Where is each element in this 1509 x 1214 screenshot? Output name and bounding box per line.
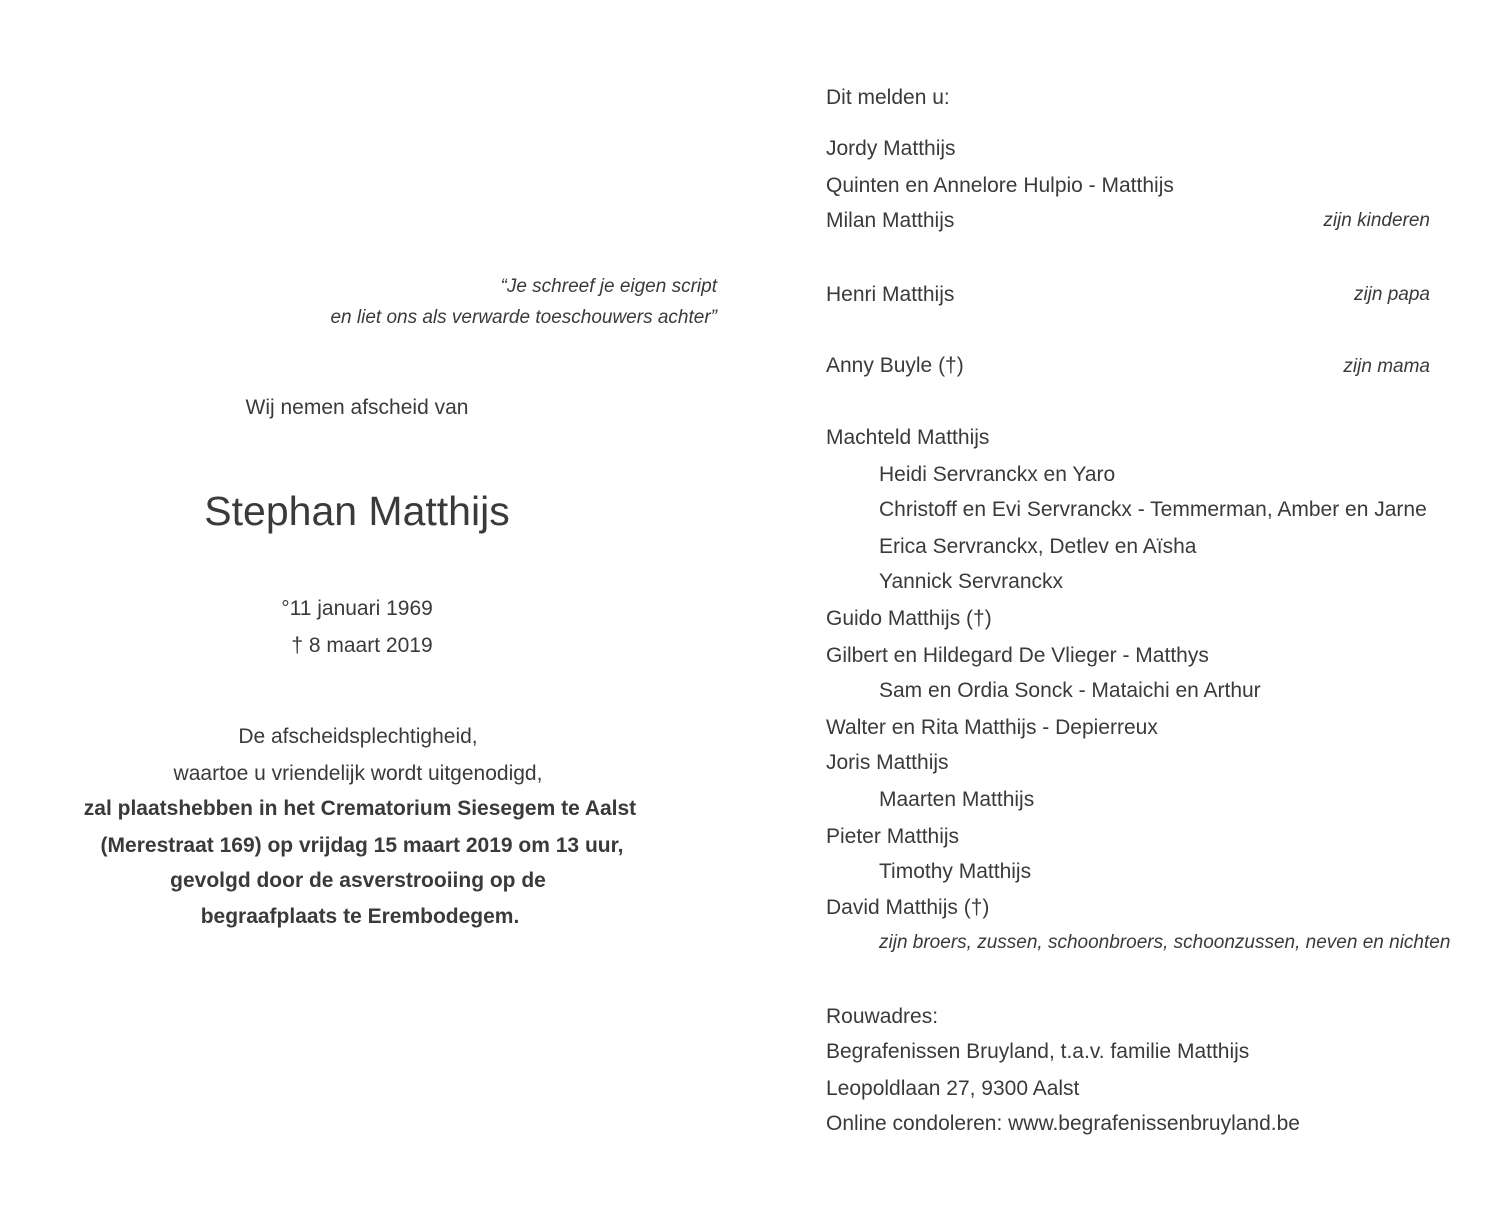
address-line-2: Leopoldlaan 27, 9300 Aalst — [826, 1077, 1080, 1100]
sibling-name: Gilbert en Hildegard De Vlieger - Matthys — [826, 644, 1209, 667]
mother-name: Anny Buyle (†) — [826, 354, 964, 377]
sibling-name: Joris Matthijs — [826, 751, 949, 774]
mother-role: zijn mama — [1343, 356, 1430, 377]
father-role: zijn papa — [1353, 284, 1430, 305]
sibling-relative-name: Yannick Servranckx — [879, 570, 1064, 593]
quote-line-1: “Je schreef je eigen script — [500, 276, 717, 297]
sibling-relative-name: Sam en Ordia Sonck - Mataichi en Arthur — [879, 679, 1261, 702]
death-date: † 8 maart 2019 — [291, 634, 433, 657]
sibling-name: Pieter Matthijs — [826, 825, 960, 848]
address-label: Rouwadres: — [826, 1005, 939, 1028]
address-line-1: Begrafenissen Bruyland, t.a.v. familie Matthijs — [826, 1040, 1250, 1063]
intro-text: Wij nemen afscheid van — [245, 396, 469, 419]
birth-date: °11 januari 1969 — [281, 597, 433, 620]
child-name: Jordy Matthijs — [826, 137, 956, 160]
sibling-name: Walter en Rita Matthijs - Depierreux — [826, 716, 1158, 739]
deceased-name: Stephan Matthijs — [204, 488, 510, 534]
siblings-role: zijn broers, zussen, schoonbroers, schoonzussen, neven en nichten — [879, 932, 1451, 953]
ceremony-line-1: De afscheidsplechtigheid, — [238, 725, 478, 748]
child-name: Quinten en Annelore Hulpio - Matthijs — [826, 174, 1174, 197]
children-role: zijn kinderen — [1323, 210, 1430, 231]
sibling-relative-name: Christoff en Evi Servranckx - Temmerman, Amber en Jarne — [879, 498, 1427, 521]
sibling-name: David Matthijs (†) — [826, 896, 990, 919]
sibling-relative-name: Maarten Matthijs — [879, 788, 1035, 811]
sibling-relative-name: Heidi Servranckx en Yaro — [879, 463, 1116, 486]
sibling-name: Guido Matthijs (†) — [826, 607, 992, 630]
father-name: Henri Matthijs — [826, 283, 955, 306]
sibling-relative-name: Timothy Matthijs — [879, 860, 1032, 883]
announcement-header: Dit melden u: — [826, 86, 950, 109]
quote-line-2: en liet ons als verwarde toeschouwers achter” — [330, 307, 717, 328]
sibling-relative-name: Erica Servranckx, Detlev en Aïsha — [879, 535, 1197, 558]
ceremony-line-6: begraafplaats te Erembodegem. — [200, 905, 520, 928]
ceremony-line-3: zal plaatshebben in het Crematorium Siesegem te Aalst — [83, 797, 637, 820]
ceremony-line-4: (Merestraat 169) op vrijdag 15 maart 2019 om 13 uur, — [100, 834, 624, 857]
ceremony-line-2: waartoe u vriendelijk wordt uitgenodigd, — [173, 762, 543, 785]
child-name: Milan Matthijs — [826, 209, 955, 232]
ceremony-line-5: gevolgd door de asverstrooiing op de — [170, 869, 546, 892]
sibling-name: Machteld Matthijs — [826, 426, 990, 449]
address-line-3: Online condoleren: www.begrafenissenbruyland.be — [826, 1112, 1300, 1135]
